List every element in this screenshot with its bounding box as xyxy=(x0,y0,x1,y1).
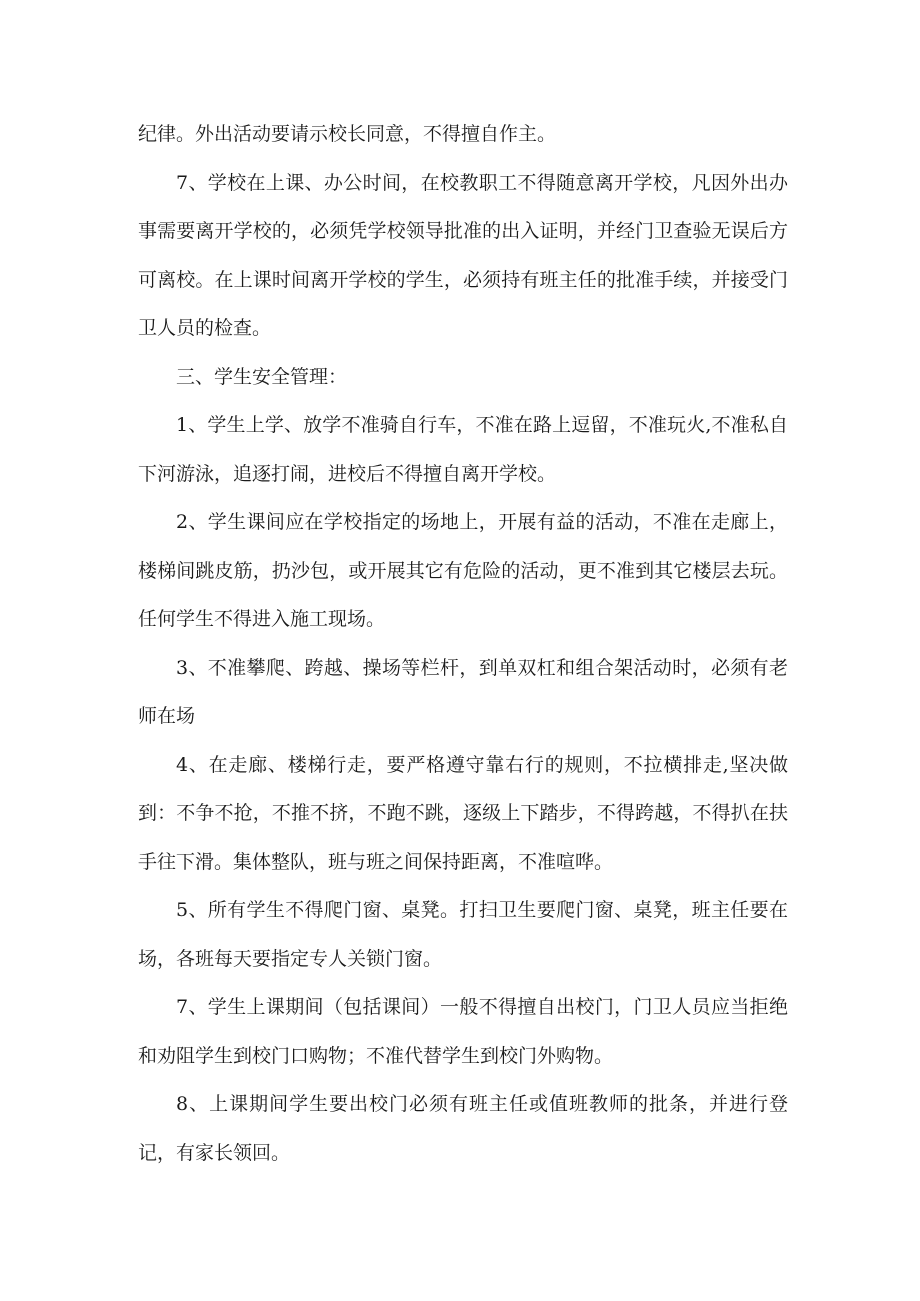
paragraph-rule-5: 5、所有学生不得爬门窗、桌凳。打扫卫生要爬门窗、桌凳，班主任要在场，各班每天要指定专人关锁门窗。 xyxy=(138,899,788,970)
paragraph-rule-8: 8、上课期间学生要出校门必须有班主任或值班教师的批条，并进行登记，有家长领回。 xyxy=(138,1093,788,1164)
paragraph-rule-4: 4、在走廊、楼梯行走，要严格遵守靠右行的规则，不拉横排走,坚决做到：不争不抢，不推不挤，不跑不跳，逐级上下踏步，不得跨越，不得扒在扶手往下滑。集体整队，班与班之间保持距离，不准喧哗。 xyxy=(138,753,788,873)
paragraph-rule-7-staff-leave: 7、学校在上课、办公时间，在校教职工不得随意离开学校，凡因外出办事需要离开学校的，必须凭学校领导批准的出入证明，并经门卫查验无误后方可离校。在上课时间离开学校的学生，必须持有班主任的批准手续，并接受门卫人员的检查。 xyxy=(138,171,788,339)
paragraph-rule-2: 2、学生课间应在学校指定的场地上，开展有益的活动，不准在走廊上，楼梯间跳皮筋，扔沙包，或开展其它有危险的活动，更不准到其它楼层去玩。任何学生不得进入施工现场。 xyxy=(138,511,788,630)
document-body xyxy=(138,110,788,1177)
paragraph-rule-1: 1、学生上学、放学不准骑自行车，不准在路上逗留，不准玩火,不准私自下河游泳，追逐打闹，进校后不得擅自离开学校。 xyxy=(138,414,788,485)
paragraph-continuation: 纪律。外出活动要请示校长同意，不得擅自作主。 xyxy=(138,123,557,145)
paragraph-rule-7-school-gate: 7、学生上课期间（包括课间）一般不得擅自出校门，门卫人员应当拒绝和劝阻学生到校门口购物；不准代替学生到校门外购物。 xyxy=(138,996,788,1067)
paragraph-rule-3: 3、不准攀爬、跨越、操场等栏杆，到单双杠和组合架活动时，必须有老师在场 xyxy=(138,656,788,727)
section-heading-student-safety: 三、学生安全管理： xyxy=(176,365,348,388)
